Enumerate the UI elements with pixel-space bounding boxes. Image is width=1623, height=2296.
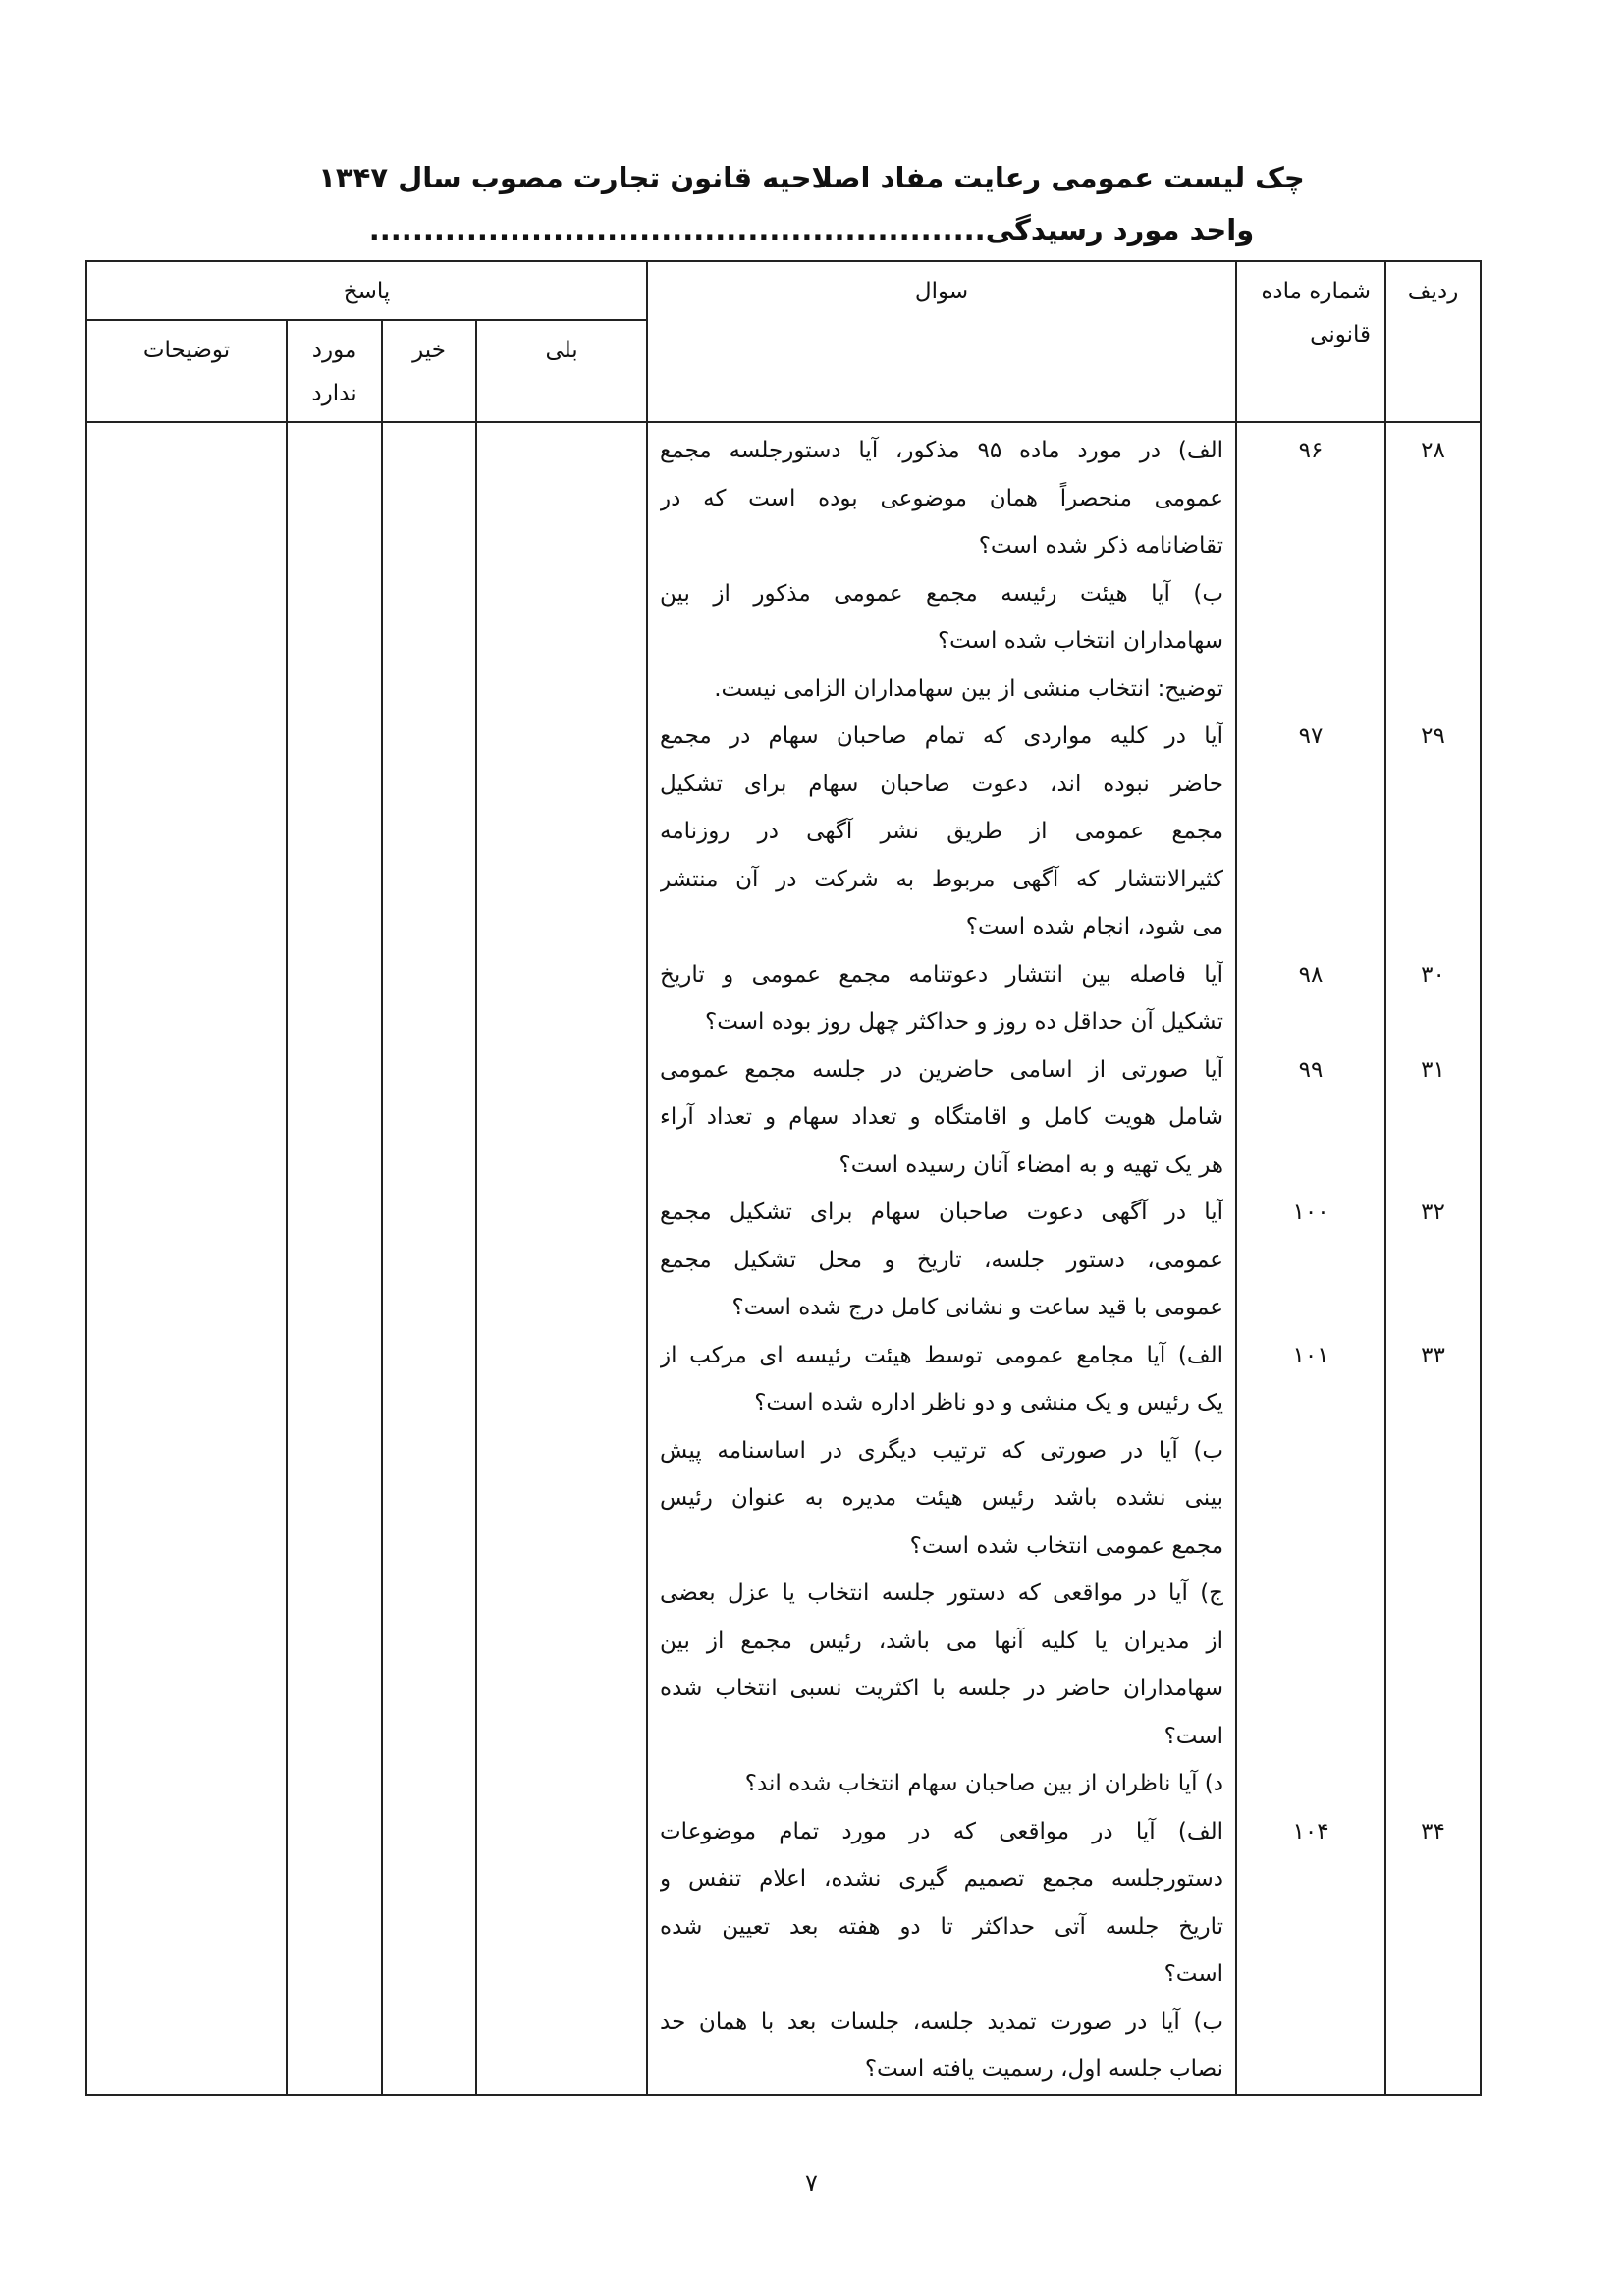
row-number-spacer bbox=[1386, 1284, 1480, 1332]
article-number: ۹۸ bbox=[1298, 961, 1324, 988]
row-number-spacer bbox=[1386, 1094, 1480, 1142]
article-number-spacer bbox=[1237, 1760, 1384, 1808]
article-number-spacer bbox=[1237, 475, 1384, 523]
checklist-table bbox=[85, 260, 1482, 2096]
question-line: الف) آیا مجامع عمومی توسط هیئت رئیسه ای مرکب از bbox=[660, 1342, 1224, 1368]
row-number-spacer bbox=[1386, 522, 1480, 570]
header-no: خیر bbox=[382, 320, 476, 422]
article-number-spacer bbox=[1237, 522, 1384, 570]
article-number-spacer bbox=[1237, 1618, 1384, 1666]
header-article-number bbox=[1236, 261, 1385, 422]
article-number-spacer bbox=[1237, 1474, 1384, 1522]
question-line: است؟ bbox=[1163, 1961, 1224, 1987]
article-number-spacer bbox=[1237, 761, 1384, 809]
row-number-spacer bbox=[1386, 1570, 1480, 1618]
page-number: ۷ bbox=[805, 2169, 818, 2197]
article-number: ۹۹ bbox=[1298, 1056, 1324, 1083]
article-number-spacer bbox=[1237, 1522, 1384, 1571]
question-line: عمومی منحصراً همان موضوعی بوده است که در bbox=[660, 485, 1224, 511]
question-line: مجمع عمومی از طریق نشر آگهی در روزنامه bbox=[660, 819, 1224, 844]
row-number-spacer bbox=[1386, 1950, 1480, 1999]
header-row-number: ردیف bbox=[1385, 261, 1481, 422]
question-line: ب) آیا در صورت تمدید جلسه، جلسات بعد با همان حد bbox=[660, 2008, 1224, 2035]
question-line: حاضر نبوده اند، دعوت صاحبان سهام برای تشکیل bbox=[660, 771, 1224, 797]
header-not-applicable bbox=[287, 320, 382, 422]
row-number: ۳۲ bbox=[1421, 1200, 1445, 1225]
question-line: تقاضانامه ذکر شده است؟ bbox=[978, 533, 1224, 559]
row-number-spacer bbox=[1386, 1427, 1480, 1475]
header-question: سوال bbox=[647, 261, 1236, 422]
header-article-line1: شماره ماده bbox=[1261, 279, 1372, 304]
article-number-spacer bbox=[1237, 1427, 1384, 1475]
question-line: یک رئیس و یک منشی و دو ناظر اداره شده است؟ bbox=[754, 1390, 1224, 1415]
article-number-spacer bbox=[1237, 1713, 1384, 1761]
question-line: شامل هویت کامل و اقامتگاه و تعداد سهام و تعداد آراء bbox=[660, 1104, 1224, 1130]
row-number-spacer bbox=[1386, 1713, 1480, 1761]
question-line: ب) آیا هیئت رئیسه مجمع عمومی مذکور از بین bbox=[660, 580, 1224, 607]
article-number: ۱۰۰ bbox=[1292, 1200, 1329, 1225]
row-number-spacer bbox=[1386, 1665, 1480, 1713]
article-number-spacer bbox=[1237, 570, 1384, 618]
answer-notes-cell[interactable] bbox=[86, 422, 287, 2095]
row-number-spacer bbox=[1386, 1474, 1480, 1522]
question-column bbox=[647, 422, 1236, 2095]
question-line: دستورجلسه مجمع تصمیم گیری نشده، اعلام تنفس و bbox=[660, 1866, 1224, 1892]
answer-not-applicable-cell[interactable] bbox=[287, 422, 382, 2095]
question-line: مجمع عمومی انتخاب شده است؟ bbox=[909, 1532, 1224, 1559]
header-article-line2: قانونی bbox=[1310, 322, 1372, 347]
answer-no-cell[interactable] bbox=[382, 422, 476, 2095]
row-number-spacer bbox=[1386, 856, 1480, 904]
row-number-spacer bbox=[1386, 808, 1480, 856]
row-number-spacer bbox=[1386, 1522, 1480, 1571]
question-line: سهامداران انتخاب شده است؟ bbox=[937, 628, 1224, 654]
header-yes: بلی bbox=[476, 320, 647, 422]
question-line: عمومی با قید ساعت و نشانی کامل درج شده است؟ bbox=[731, 1295, 1224, 1320]
row-number-spacer bbox=[1386, 903, 1480, 951]
header-notes: توضیحات bbox=[86, 320, 287, 422]
row-number-spacer bbox=[1386, 475, 1480, 523]
article-number-spacer bbox=[1237, 856, 1384, 904]
question-line: هر یک تهیه و به امضاء آنان رسیده است؟ bbox=[839, 1151, 1224, 1178]
question-line: می شود، انجام شده است؟ bbox=[965, 914, 1224, 939]
row-number-spacer bbox=[1386, 1237, 1480, 1285]
row-number-spacer bbox=[1386, 617, 1480, 666]
question-line: نصاب جلسه اول، رسمیت یافته است؟ bbox=[864, 2056, 1224, 2082]
article-number: ۱۰۱ bbox=[1292, 1342, 1329, 1368]
document-title: چک لیست عمومی رعایت مفاد اصلاحیه قانون تجارت مصوب سال ۱۳۴۷ bbox=[318, 161, 1305, 194]
row-number-spacer bbox=[1386, 1760, 1480, 1808]
row-number-spacer bbox=[1386, 1903, 1480, 1951]
article-number-column bbox=[1236, 422, 1385, 2095]
question-line: تاریخ جلسه آتی حداکثر تا دو هفته بعد تعیین شده bbox=[660, 1913, 1224, 1940]
row-number: ۲۸ bbox=[1421, 438, 1445, 463]
question-line: آیا صورتی از اسامی حاضرین در جلسه مجمع عمومی bbox=[660, 1056, 1224, 1083]
row-number-column bbox=[1385, 422, 1481, 2095]
table-body-row bbox=[86, 422, 1481, 2095]
article-number: ۹۷ bbox=[1298, 723, 1324, 749]
article-number-spacer bbox=[1237, 1903, 1384, 1951]
row-number: ۳۰ bbox=[1421, 961, 1445, 988]
question-line: آیا فاصله بین انتشار دعوتنامه مجمع عمومی و تاریخ bbox=[660, 961, 1224, 988]
header-na-line2: ندارد bbox=[311, 381, 357, 406]
row-number-spacer bbox=[1386, 1999, 1480, 2047]
article-number-spacer bbox=[1237, 998, 1384, 1046]
article-number: ۹۶ bbox=[1298, 438, 1324, 463]
article-number-spacer bbox=[1237, 1950, 1384, 1999]
article-number-spacer bbox=[1237, 1855, 1384, 1903]
article-number-spacer bbox=[1237, 1999, 1384, 2047]
question-line: ب) آیا در صورتی که ترتیب دیگری در اساسنامه پیش bbox=[660, 1437, 1224, 1464]
row-number-spacer bbox=[1386, 1142, 1480, 1190]
article-number-spacer bbox=[1237, 1284, 1384, 1332]
question-line: توضیح: انتخاب منشی از بین سهامداران الزامی نیست. bbox=[714, 675, 1224, 702]
question-line: عمومی، دستور جلسه، تاریخ و محل تشکیل مجمع bbox=[660, 1247, 1224, 1273]
row-number: ۳۴ bbox=[1421, 1818, 1445, 1844]
question-line: ج) آیا در مواقعی که دستور جلسه انتخاب یا عزل بعضی bbox=[660, 1580, 1224, 1606]
question-line: آیا در آگهی دعوت صاحبان سهام برای تشکیل مجمع bbox=[660, 1200, 1224, 1225]
row-number: ۲۹ bbox=[1421, 723, 1445, 749]
row-number-spacer bbox=[1386, 2046, 1480, 2094]
question-line: بینی نشده باشد رئیس هیئت مدیره به عنوان رئیس bbox=[660, 1485, 1224, 1511]
article-number-spacer bbox=[1237, 1665, 1384, 1713]
header-na-line1: مورد bbox=[311, 338, 357, 363]
row-number-spacer bbox=[1386, 1379, 1480, 1427]
row-number-spacer bbox=[1386, 1618, 1480, 1666]
row-number-spacer bbox=[1386, 1855, 1480, 1903]
article-number-spacer bbox=[1237, 903, 1384, 951]
question-line: د) آیا ناظران از بین صاحبان سهام انتخاب شده اند؟ bbox=[744, 1771, 1224, 1796]
row-number-spacer bbox=[1386, 570, 1480, 618]
row-number-spacer bbox=[1386, 761, 1480, 809]
header-answer: پاسخ bbox=[86, 261, 647, 320]
row-number-spacer bbox=[1386, 666, 1480, 714]
row-number: ۳۳ bbox=[1421, 1342, 1445, 1368]
article-number-spacer bbox=[1237, 808, 1384, 856]
article-number-spacer bbox=[1237, 2046, 1384, 2094]
question-line: است؟ bbox=[1163, 1723, 1224, 1749]
article-number-spacer bbox=[1237, 1142, 1384, 1190]
question-line: الف) آیا در مواقعی که در مورد تمام موضوعات bbox=[660, 1818, 1224, 1844]
question-line: سهامداران حاضر در جلسه با اکثریت نسبی انتخاب شده bbox=[660, 1676, 1224, 1701]
article-number-spacer bbox=[1237, 1237, 1384, 1285]
question-line: از مدیران یا کلیه آنها می باشد، رئیس مجمع از بین bbox=[660, 1628, 1224, 1654]
article-number-spacer bbox=[1237, 617, 1384, 666]
audited-unit-label: واحد مورد رسیدگی......................................................... bbox=[368, 213, 1255, 246]
question-line: الف) در مورد ماده ۹۵ مذکور، آیا دستورجلسه مجمع bbox=[660, 438, 1224, 463]
article-number-spacer bbox=[1237, 1570, 1384, 1618]
article-number-spacer bbox=[1237, 666, 1384, 714]
article-number: ۱۰۴ bbox=[1292, 1818, 1329, 1844]
question-line: کثیرالانتشار که آگهی مربوط به شرکت در آن منتشر bbox=[660, 866, 1224, 892]
question-line: تشکیل آن حداقل ده روز و حداکثر چهل روز بوده است؟ bbox=[704, 1009, 1224, 1035]
question-line: آیا در کلیه مواردی که تمام صاحبان سهام در مجمع bbox=[660, 723, 1224, 749]
row-number-spacer bbox=[1386, 998, 1480, 1046]
answer-yes-cell[interactable] bbox=[476, 422, 647, 2095]
article-number-spacer bbox=[1237, 1379, 1384, 1427]
row-number: ۳۱ bbox=[1421, 1056, 1445, 1083]
article-number-spacer bbox=[1237, 1094, 1384, 1142]
